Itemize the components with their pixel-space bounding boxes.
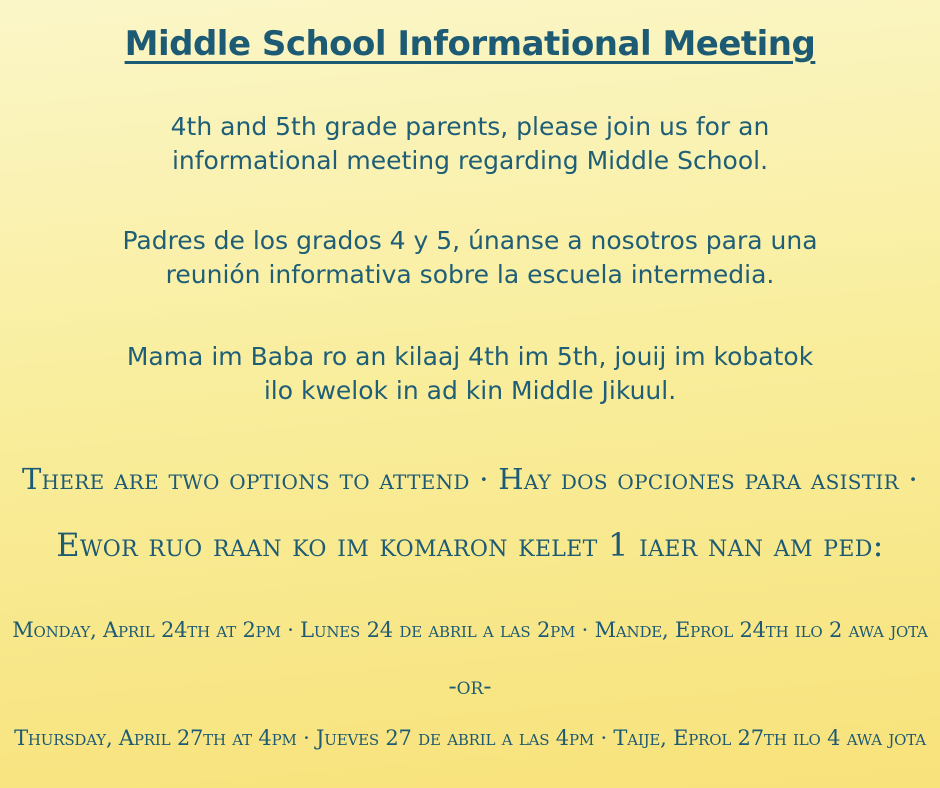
english-paragraph — [0, 110, 940, 178]
options-heading-line-2: Ewor ruo raan ko im komaron kelet 1 iaer nan am ped: — [56, 526, 884, 564]
date-option-2: Thursday, April 27th at 4pm · Jueves 27 de abril a las 4pm · Taije, Eprol 27th ilo 4 awa jota — [14, 726, 926, 750]
or-separator: -or- — [448, 672, 492, 700]
spanish-line-1: Padres de los grados 4 y 5, únanse a nosotros para una — [122, 226, 818, 255]
page-title: Middle School Informational Meeting — [124, 24, 816, 64]
options-heading-line-1: There are two options to attend · Hay dos opciones para asistir · — [21, 462, 919, 496]
spanish-line-2: reunión informativa sobre la escuela intermedia. — [165, 260, 775, 289]
marshallese-line-2: ilo kwelok in ad kin Middle Jikuul. — [263, 376, 677, 405]
date-option-1: Monday, April 24th at 2pm · Lunes 24 de abril a las 2pm · Mande, Eprol 24th ilo 2 awa jota — [12, 618, 928, 642]
marshallese-paragraph — [0, 340, 940, 408]
english-line-2: informational meeting regarding Middle School. — [171, 146, 769, 175]
marshallese-line-1: Mama im Baba ro an kilaaj 4th im 5th, jouij im kobatok — [126, 342, 814, 371]
english-line-1: 4th and 5th grade parents, please join us for an — [170, 112, 770, 141]
spanish-paragraph — [0, 224, 940, 292]
